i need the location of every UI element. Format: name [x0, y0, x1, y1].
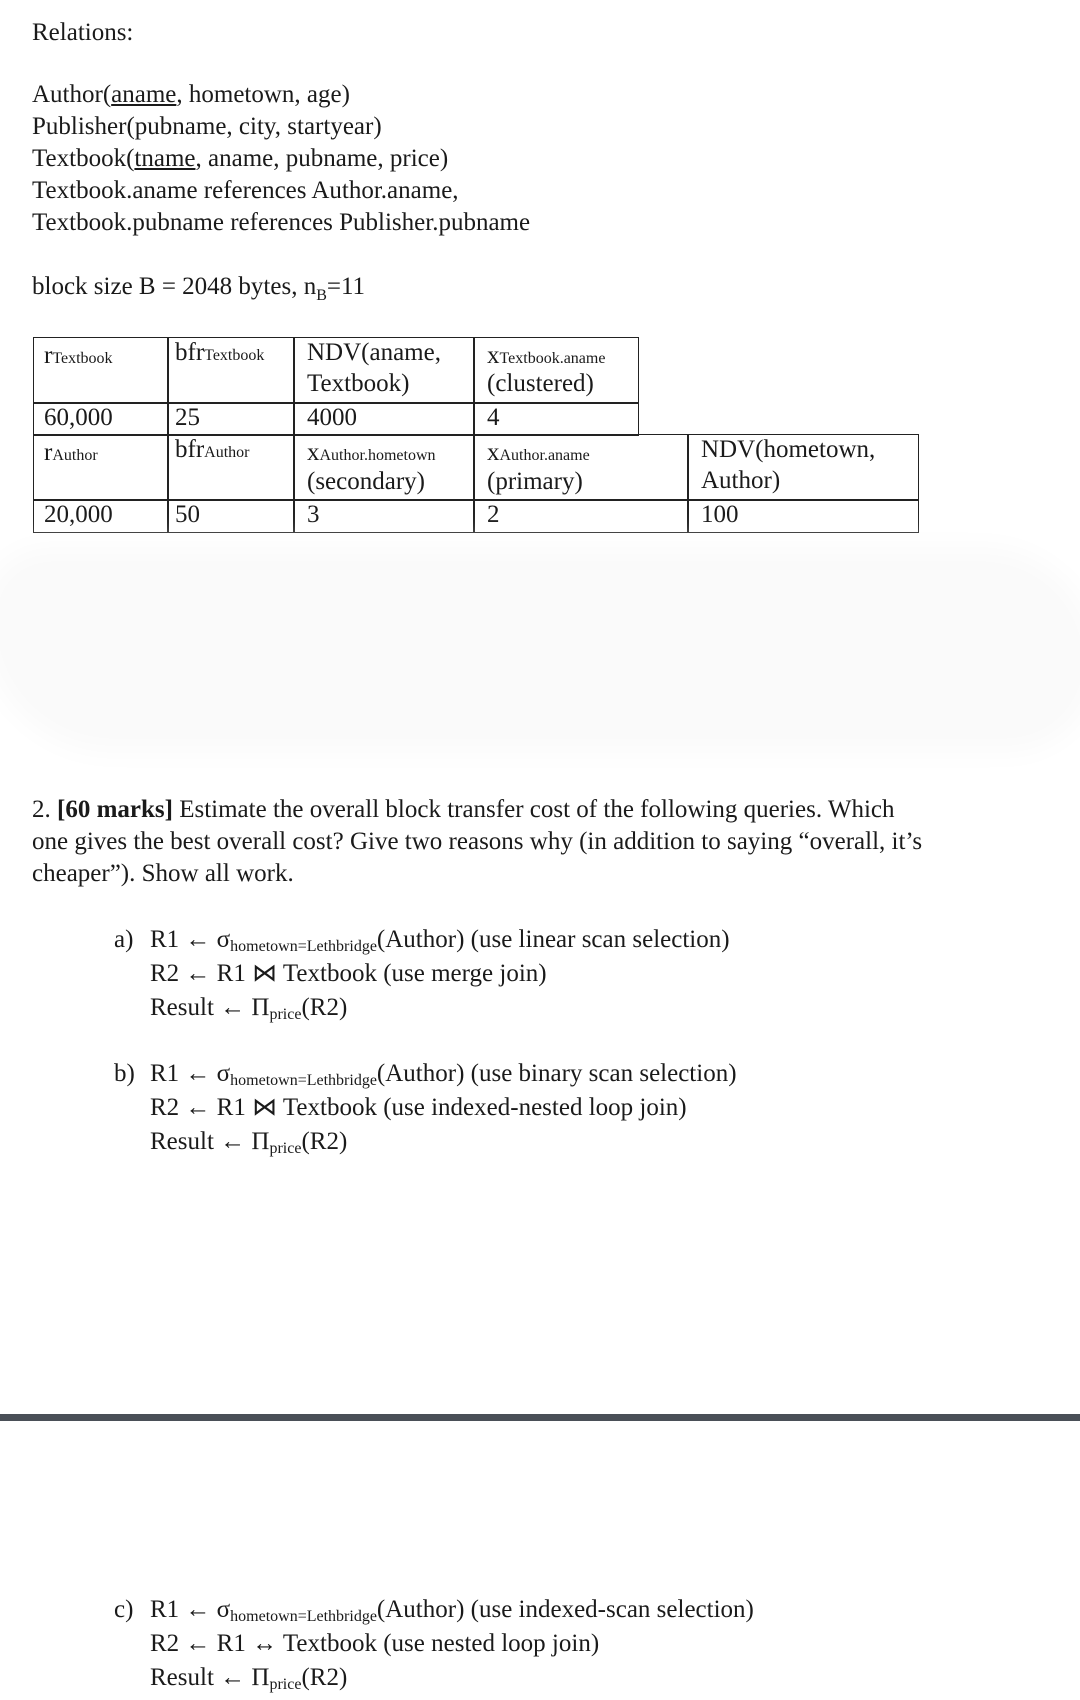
- r1-suffix: (Author) (use indexed-scan selection): [376, 1596, 754, 1623]
- block-size-text: block size B = 2048 bytes, n: [32, 273, 317, 300]
- bfr-subscript: Textbook: [204, 347, 265, 364]
- question-line-3: cheaper”). Show all work.: [32, 860, 294, 887]
- x-author-aname-type: (primary): [487, 468, 583, 495]
- relation-textbook-key: tname: [134, 145, 196, 172]
- option-b-result: [150, 1127, 347, 1164]
- relation-textbook: [32, 144, 448, 174]
- block-size-tail: =11: [326, 273, 366, 300]
- result-prefix: Result ← Π: [150, 994, 270, 1021]
- r-symbol: r: [44, 342, 53, 369]
- bfr-author-value: 50: [175, 501, 200, 528]
- bfr-author-header: [175, 435, 249, 468]
- x-symbol: x: [487, 342, 500, 369]
- relation-author-rest: , hometown, age): [176, 81, 350, 108]
- question-text: Estimate the overall block transfer cost of the following queries. Which: [172, 796, 895, 823]
- r1-suffix: (Author) (use binary scan selection): [376, 1060, 737, 1087]
- projection-attr: price: [269, 1140, 302, 1157]
- relation-author: [32, 80, 350, 110]
- ndv-hometown-value: 100: [701, 501, 739, 528]
- r-textbook-header: [44, 341, 113, 374]
- option-b-r2: R2 ← R1 ⋈ Textbook (use indexed-nested loop join): [150, 1094, 687, 1121]
- page-title: Relations:: [32, 19, 134, 46]
- bfr-subscript: Author: [204, 444, 250, 461]
- x-subscript: Author.hometown: [319, 447, 436, 464]
- foreign-key-pubname: Textbook.pubname references Publisher.pubname: [32, 209, 531, 236]
- bfr-textbook-value: 25: [175, 404, 200, 431]
- r1-suffix: (Author) (use linear scan selection): [376, 926, 730, 953]
- result-suffix: (R2): [301, 1664, 348, 1691]
- bfr-textbook-header: [175, 338, 264, 371]
- block-size-line: [32, 272, 365, 311]
- question-number: 2.: [32, 796, 57, 823]
- bfr-symbol: bfr: [175, 436, 205, 463]
- relation-textbook-rest: , aname, pubname, price): [195, 145, 449, 172]
- option-c-result: [150, 1663, 347, 1700]
- x-textbook-aname-type: (clustered): [487, 370, 594, 397]
- result-prefix: Result ← Π: [150, 1664, 270, 1691]
- x-symbol: x: [307, 439, 320, 466]
- question-line-1: [32, 795, 895, 825]
- r1-prefix: R1 ← σ: [150, 1596, 231, 1623]
- option-c-r2: R2 ← R1 ↔ Textbook (use nested loop join): [150, 1630, 600, 1657]
- option-a-r1: [150, 925, 730, 962]
- option-a-label: a): [114, 926, 134, 953]
- projection-attr: price: [269, 1676, 302, 1693]
- x-author-aname-value: 2: [487, 501, 500, 528]
- r-subscript: Textbook: [52, 350, 113, 367]
- x-author-hometown-value: 3: [307, 501, 320, 528]
- ndv-hometown-header-line2: Author): [701, 467, 781, 494]
- relation-textbook-name: Textbook(: [32, 145, 135, 172]
- question-marks: [60 marks]: [57, 796, 173, 823]
- option-c-r1: [150, 1595, 754, 1632]
- redacted-area: [0, 565, 1080, 735]
- selection-condition: hometown=Lethbridge: [230, 1608, 377, 1625]
- relation-author-name: Author(: [32, 81, 112, 108]
- relation-author-key: aname: [111, 81, 177, 108]
- option-c-label: c): [114, 1596, 134, 1623]
- bfr-symbol: bfr: [175, 339, 205, 366]
- x-symbol: x: [487, 439, 500, 466]
- ndv-aname-header-line2: Textbook): [307, 370, 410, 397]
- r-author-value: 20,000: [44, 501, 113, 528]
- option-a-result: [150, 993, 347, 1030]
- question-line-2: one gives the best overall cost? Give two reasons why (in addition to saying “overall, it’s: [32, 828, 923, 855]
- r-textbook-value: 60,000: [44, 404, 113, 431]
- r-symbol: r: [44, 439, 53, 466]
- x-subscript: Textbook.aname: [499, 350, 606, 367]
- r1-prefix: R1 ← σ: [150, 926, 231, 953]
- foreign-key-aname: Textbook.aname references Author.aname,: [32, 177, 459, 204]
- x-textbook-aname-value: 4: [487, 404, 500, 431]
- table-cell-border: [473, 499, 689, 533]
- ndv-aname-header-line1: NDV(aname,: [307, 339, 441, 366]
- block-size-sub: B: [316, 287, 327, 304]
- relation-publisher: Publisher(pubname, city, startyear): [32, 113, 382, 140]
- page-divider: [0, 1414, 1080, 1421]
- option-b-r1: [150, 1059, 737, 1096]
- selection-condition: hometown=Lethbridge: [230, 1072, 377, 1089]
- result-suffix: (R2): [301, 1128, 348, 1155]
- result-prefix: Result ← Π: [150, 1128, 270, 1155]
- r-subscript: Author: [52, 447, 98, 464]
- x-subscript: Author.aname: [499, 447, 590, 464]
- selection-condition: hometown=Lethbridge: [230, 938, 377, 955]
- r1-prefix: R1 ← σ: [150, 1060, 231, 1087]
- r-author-header: [44, 438, 98, 471]
- projection-attr: price: [269, 1006, 302, 1023]
- ndv-hometown-header-line1: NDV(hometown,: [701, 436, 876, 463]
- result-suffix: (R2): [301, 994, 348, 1021]
- option-a-r2: R2 ← R1 ⋈ Textbook (use merge join): [150, 960, 547, 987]
- table-cell-border: [293, 499, 475, 533]
- ndv-aname-value: 4000: [307, 404, 357, 431]
- option-b-label: b): [114, 1060, 135, 1087]
- x-author-hometown-type: (secondary): [307, 468, 425, 495]
